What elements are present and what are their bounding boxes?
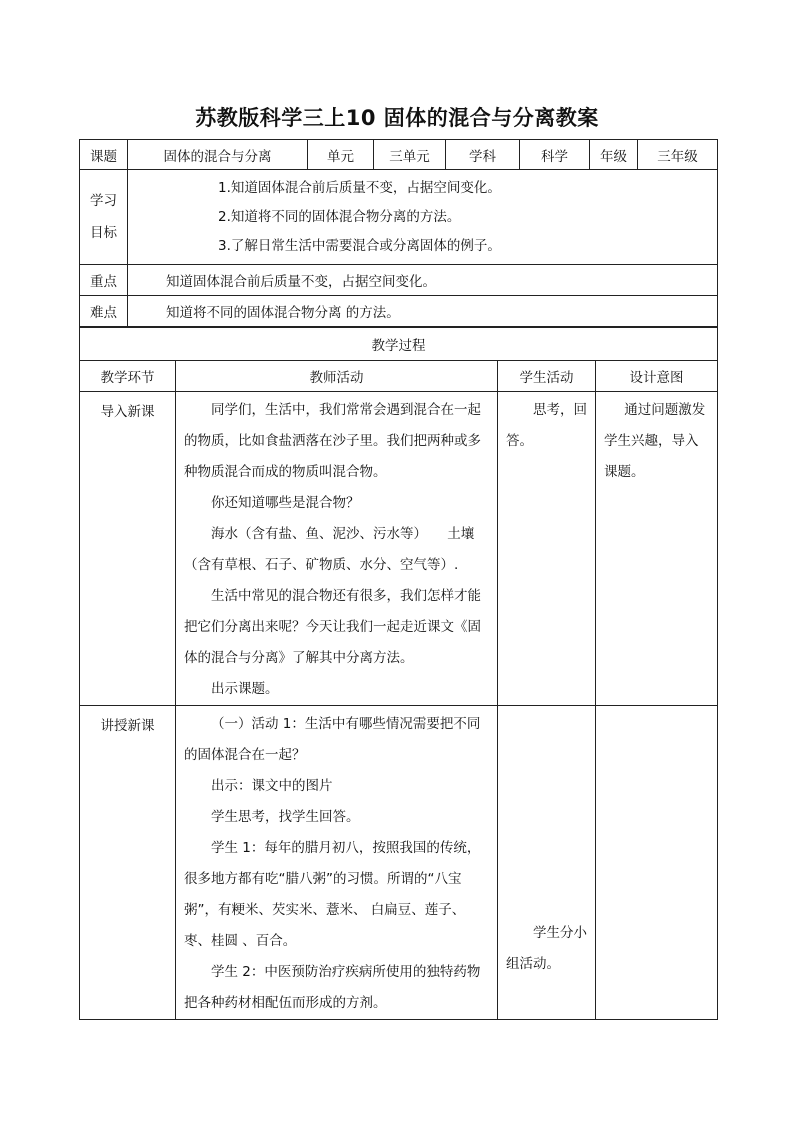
intro-teacher-paragraph: 同学们，生活中，我们常常会遇到混合在一起的物质，比如食盐洒落在沙子里。我们把两种或多种物质混合而成的物质叫混合物。 [184,402,481,480]
new-lesson-student-activity [498,706,596,1020]
page-title: 苏教版科学三上10 固体的混合与分离教案 [195,106,599,130]
intro-row [80,392,718,706]
col-stage-header: 教学环节 [80,361,176,392]
intro-design-intent [596,392,718,706]
process-title: 教学过程 [80,328,718,361]
process-table [79,327,718,1020]
difficulty-row [80,296,718,327]
intro-student-text: 思考，回答。 [506,402,587,449]
new-lesson-teacher-paragraph: 学生思考，找学生回答。 [211,809,360,825]
grade-label: 年级 [590,140,638,170]
unit-value: 三单元 [374,140,446,170]
intro-teacher-paragraph: 你还知道哪些是混合物？ [211,495,360,511]
lesson-label: 课题 [80,140,128,170]
goal-item: 3.了解日常生活中需要混合或分离固体的例子。 [218,237,501,254]
col-design-header: 设计意图 [596,361,718,392]
subject-value: 科学 [520,140,590,170]
unit-label: 单元 [308,140,374,170]
difficulty-label: 难点 [80,296,128,327]
header-table [79,139,718,327]
lesson-info-row [80,140,718,170]
intro-design-text: 通过问题激发学生兴趣，导入课题。 [604,402,706,480]
new-lesson-design-intent [596,706,718,1020]
col-student-header: 学生活动 [498,361,596,392]
new-lesson-student-text: 学生分小组活动。 [506,925,587,972]
grade-value: 三年级 [638,140,718,170]
new-lesson-teacher-paragraph: 学生 1：每年的腊月初八，按照我国的传统，很多地方都有吃“腊八粥”的习惯。所谓的“八宝粥”，有粳米、芡实米、薏米、 白扁豆、莲子、枣、桂圆 、百合。 [184,840,481,949]
intro-teacher-paragraph: 生活中常见的混合物还有很多，我们怎样才能把它们分离出来呢？今天让我们一起走近课文《固体的混合与分离》了解其中分离方法。 [184,588,481,666]
new-lesson-teacher-activity [176,706,498,1020]
intro-teacher-activity [176,392,498,706]
new-lesson-stage: 讲授新课 [80,706,176,1020]
key-point-row [80,265,718,296]
goal-item: 2.知道将不同的固体混合物分离的方法。 [218,208,461,225]
intro-stage: 导入新课 [80,392,176,706]
intro-student-activity [498,392,596,706]
goal-item: 1.知道固体混合前后质量不变，占据空间变化。 [218,179,501,196]
process-header-row [80,361,718,392]
intro-teacher-paragraph: 海水（含有盐、鱼、泥沙、污水等） 土壤（含有草根、石子、矿物质、水分、空气等）. [184,526,475,573]
col-teacher-header: 教师活动 [176,361,498,392]
process-title-row [80,328,718,361]
goals-label-line2: 目标 [90,225,117,241]
key-point-text: 知道固体混合前后质量不变，占据空间变化。 [128,265,718,296]
lesson-value: 固体的混合与分离 [128,140,308,170]
intro-teacher-paragraph: 出示课题。 [211,681,279,697]
subject-label: 学科 [446,140,520,170]
key-point-label: 重点 [80,265,128,296]
goals-label-line1: 学习 [90,193,117,209]
new-lesson-teacher-paragraph: 出示：课文中的图片 [211,778,333,794]
goals-row [80,170,718,265]
goals-list [128,170,718,265]
new-lesson-teacher-paragraph: 学生 2：中医预防治疗疾病所使用的独特药物把各种药材相配伍而形成的方剂。 [184,964,481,1011]
goals-label [80,170,128,265]
new-lesson-teacher-paragraph: （一）活动 1：生活中有哪些情况需要把不同的固体混合在一起？ [184,716,481,763]
new-lesson-row [80,706,718,1020]
difficulty-text: 知道将不同的固体混合物分离 的方法。 [128,296,718,327]
